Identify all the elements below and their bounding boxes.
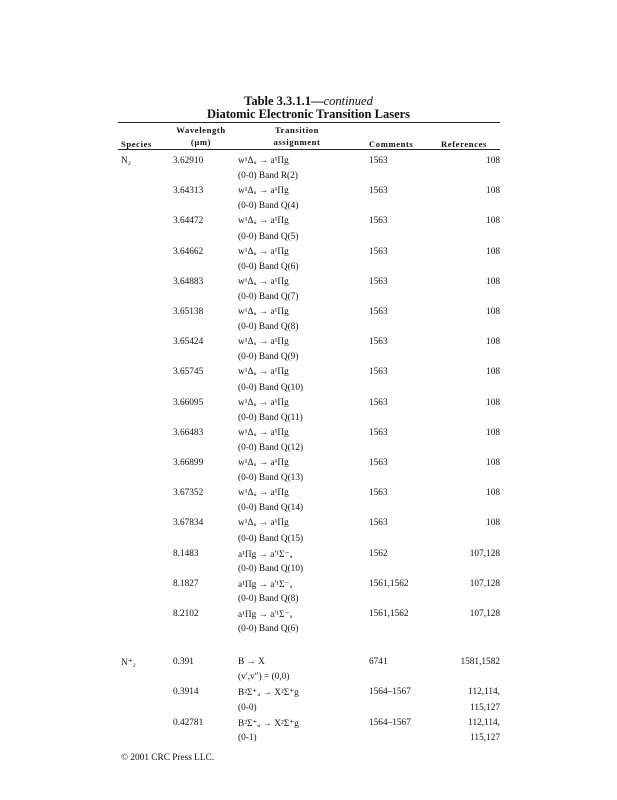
transition-cell: (0-0) Band Q(11) xyxy=(238,412,303,423)
wavelength-cell: 3.64313 xyxy=(173,186,204,197)
table-row xyxy=(0,672,617,686)
wavelength-cell: 8.1827 xyxy=(173,578,199,589)
header-comments: Comments xyxy=(369,139,414,149)
wavelength-cell: 3.67352 xyxy=(173,488,204,499)
transition-cell: (0-0) Band Q(6) xyxy=(238,624,299,635)
references-cell: 108 xyxy=(486,337,500,348)
table-row xyxy=(0,413,617,427)
comments-cell: 6741 xyxy=(369,657,388,668)
transition-cell: w¹Δᵤ → a¹Πg xyxy=(238,397,289,408)
references-cell: 108 xyxy=(486,276,500,287)
table-number: Table 3.3.1.1 xyxy=(244,94,312,108)
transition-cell: (0-0) Band Q(10) xyxy=(238,563,304,574)
table-row xyxy=(0,718,617,732)
wavelength-cell: 3.64472 xyxy=(173,216,204,227)
references-cell: 108 xyxy=(486,518,500,529)
transition-cell: (0-1) xyxy=(238,732,257,743)
continued-label: continued xyxy=(323,94,373,108)
transition-cell: w¹Δᵤ → a¹Πg xyxy=(238,186,289,197)
comments-cell: 1563 xyxy=(369,156,388,166)
table-row xyxy=(0,687,617,701)
transition-cell: (0-0) Band Q(5) xyxy=(238,231,299,242)
table-row xyxy=(0,337,617,351)
transition-cell: B²Σ⁺ᵤ → X²Σ⁺g xyxy=(238,688,299,699)
wavelength-cell: 3.67834 xyxy=(173,518,204,529)
transition-cell: (0-0) Band Q(8) xyxy=(238,322,299,333)
title-dash: — xyxy=(311,94,324,108)
comments-cell: 1563 xyxy=(369,216,388,227)
table-row xyxy=(0,201,617,215)
wavelength-cell: 0.391 xyxy=(173,657,194,668)
table-row xyxy=(0,322,617,336)
table-row xyxy=(0,518,617,532)
wavelength-cell: 3.64662 xyxy=(173,246,204,257)
comments-cell: 1563 xyxy=(369,458,388,468)
table-row xyxy=(0,579,617,593)
transition-cell: (0-0) Band Q(15) xyxy=(238,533,304,544)
references-cell: 107,128 xyxy=(469,609,500,619)
transition-cell: a¹Πg → a′¹Σ⁻ᵤ xyxy=(238,610,293,620)
references-cell: 108 xyxy=(486,156,500,166)
header-transition-line1: Transition xyxy=(274,125,320,135)
transition-cell: (0-0) Band Q(13) xyxy=(238,473,304,484)
transition-cell: w¹Δᵤ → a¹Πg xyxy=(238,518,289,529)
references-cell: 112,114, xyxy=(468,687,500,698)
table-row xyxy=(0,594,617,608)
transition-cell: (v′,v″) = (0,0) xyxy=(238,672,290,683)
references-cell: 107,128 xyxy=(469,548,500,559)
wavelength-cell: 3.66899 xyxy=(173,458,204,468)
table-row xyxy=(0,367,617,381)
transition-cell: (0-0) Band Q(14) xyxy=(238,503,304,514)
references-cell: 115,127 xyxy=(470,732,500,743)
table-row xyxy=(0,247,617,261)
transition-cell: a¹Πg → a′¹Σ⁻ᵤ xyxy=(238,549,293,560)
references-cell: 108 xyxy=(486,488,500,499)
references-cell: 108 xyxy=(486,367,500,378)
table-row xyxy=(0,307,617,321)
species-cell: N₂ xyxy=(121,156,131,166)
transition-cell: w¹Δᵤ → a¹Πg xyxy=(238,488,289,499)
transition-cell: w¹Δᵤ → a¹Πg xyxy=(238,246,289,257)
wavelength-cell: 8.2102 xyxy=(173,609,199,619)
transition-cell: w¹Δᵤ → a¹Πg xyxy=(238,367,289,378)
table-row xyxy=(0,458,617,472)
references-cell: 108 xyxy=(486,246,500,257)
table-row xyxy=(0,352,617,366)
header-wavelength-line2: (µm) xyxy=(190,137,212,147)
transition-cell: w¹Δᵤ → a¹Πg xyxy=(238,276,289,287)
table-subtitle: Diatomic Electronic Transition Lasers xyxy=(206,107,411,121)
table-row xyxy=(0,657,617,671)
table-row xyxy=(0,703,617,717)
comments-cell: 1563 xyxy=(369,367,388,378)
comments-cell: 1563 xyxy=(369,307,388,317)
wavelength-cell: 3.66095 xyxy=(173,397,204,408)
table-row xyxy=(0,549,617,563)
wavelength-cell: 0.42781 xyxy=(173,717,204,728)
table-row xyxy=(0,624,617,638)
transition-cell: (0-0) Band Q(12) xyxy=(238,442,304,453)
wavelength-cell: 3.65745 xyxy=(173,367,204,378)
comments-cell: 1563 xyxy=(369,488,388,499)
table-row xyxy=(0,156,617,170)
table-row xyxy=(0,171,617,185)
transition-cell: w¹Δᵤ → a¹Πg xyxy=(238,307,289,317)
species-cell: N⁺₂ xyxy=(121,658,136,669)
table-row xyxy=(0,216,617,230)
comments-cell: 1564–1567 xyxy=(369,717,411,728)
wavelength-cell: 3.65138 xyxy=(173,307,204,317)
references-cell: 108 xyxy=(486,307,500,317)
table-row xyxy=(0,262,617,276)
comments-cell: 1563 xyxy=(369,427,388,438)
comments-cell: 1563 xyxy=(369,276,388,287)
wavelength-cell: 3.64883 xyxy=(173,276,204,287)
references-cell: 107,128 xyxy=(469,578,500,589)
table-row xyxy=(0,534,617,548)
references-cell: 112,114, xyxy=(468,717,500,728)
comments-cell: 1561,1562 xyxy=(369,609,409,619)
wavelength-cell: 8.1483 xyxy=(173,548,199,559)
transition-cell: B²Σ⁺ᵤ → X²Σ⁺g xyxy=(238,718,299,729)
table-row xyxy=(0,186,617,200)
wavelength-cell: 0.3914 xyxy=(173,687,199,698)
transition-cell: B → X xyxy=(238,657,265,668)
header-references: References xyxy=(441,139,487,149)
transition-cell: w¹Δᵤ → a¹Πg xyxy=(238,156,289,166)
transition-cell: w¹Δᵤ → a¹Πg xyxy=(238,337,289,348)
references-cell: 108 xyxy=(486,216,500,227)
header-bottom-rule xyxy=(118,149,500,150)
table-row xyxy=(0,609,617,623)
transition-cell: (0-0) Band Q(9) xyxy=(238,352,299,363)
comments-cell: 1563 xyxy=(369,518,388,529)
wavelength-cell: 3.65424 xyxy=(173,337,204,348)
wavelength-cell: 3.66483 xyxy=(173,427,204,438)
header-transition-line2: assignment xyxy=(273,137,321,147)
comments-cell: 1563 xyxy=(369,186,388,197)
header-top-rule xyxy=(118,122,500,123)
table-row xyxy=(0,232,617,246)
copyright-footer: © 2001 CRC Press LLC. xyxy=(121,753,215,763)
header-species: Species xyxy=(121,139,152,149)
references-cell: 1581,1582 xyxy=(460,657,500,668)
header-wavelength-line1: Wavelength xyxy=(176,125,226,135)
references-cell: 115,127 xyxy=(470,702,500,713)
transition-cell: (0-0) Band Q(6) xyxy=(238,261,299,272)
comments-cell: 1563 xyxy=(369,397,388,408)
transition-cell: a¹Πg → a′¹Σ⁻ᵤ xyxy=(238,579,293,590)
table-row xyxy=(0,292,617,306)
transition-cell: (0-0) Band Q(4) xyxy=(238,201,299,212)
table-row xyxy=(0,488,617,502)
transition-cell: (0-0) Band Q(10) xyxy=(238,382,304,393)
table-row xyxy=(0,383,617,397)
table-row xyxy=(0,398,617,412)
transition-cell: (0-0) Band R(2) xyxy=(238,171,298,182)
references-cell: 108 xyxy=(486,186,500,197)
transition-cell: (0-0) Band Q(8) xyxy=(238,593,299,604)
table-row xyxy=(0,428,617,442)
transition-cell: w¹Δᵤ → a¹Πg xyxy=(238,427,289,438)
references-cell: 108 xyxy=(486,397,500,408)
wavelength-cell: 3.62910 xyxy=(173,156,204,166)
references-cell: 108 xyxy=(486,427,500,438)
table-row xyxy=(0,503,617,517)
comments-cell: 1564–1567 xyxy=(369,687,411,698)
table-row xyxy=(0,473,617,487)
table-row xyxy=(0,564,617,578)
transition-cell: w¹Δᵤ → a¹Πg xyxy=(238,458,289,468)
references-cell: 108 xyxy=(486,458,500,468)
comments-cell: 1563 xyxy=(369,337,388,348)
comments-cell: 1561,1562 xyxy=(369,578,409,589)
table-row xyxy=(0,733,617,747)
table-row xyxy=(0,277,617,291)
transition-cell: (0-0) xyxy=(238,702,257,713)
comments-cell: 1563 xyxy=(369,246,388,257)
transition-cell: w¹Δᵤ → a¹Πg xyxy=(238,216,289,227)
comments-cell: 1562 xyxy=(369,548,388,559)
transition-cell: (0-0) Band Q(7) xyxy=(238,291,299,302)
table-row xyxy=(0,443,617,457)
